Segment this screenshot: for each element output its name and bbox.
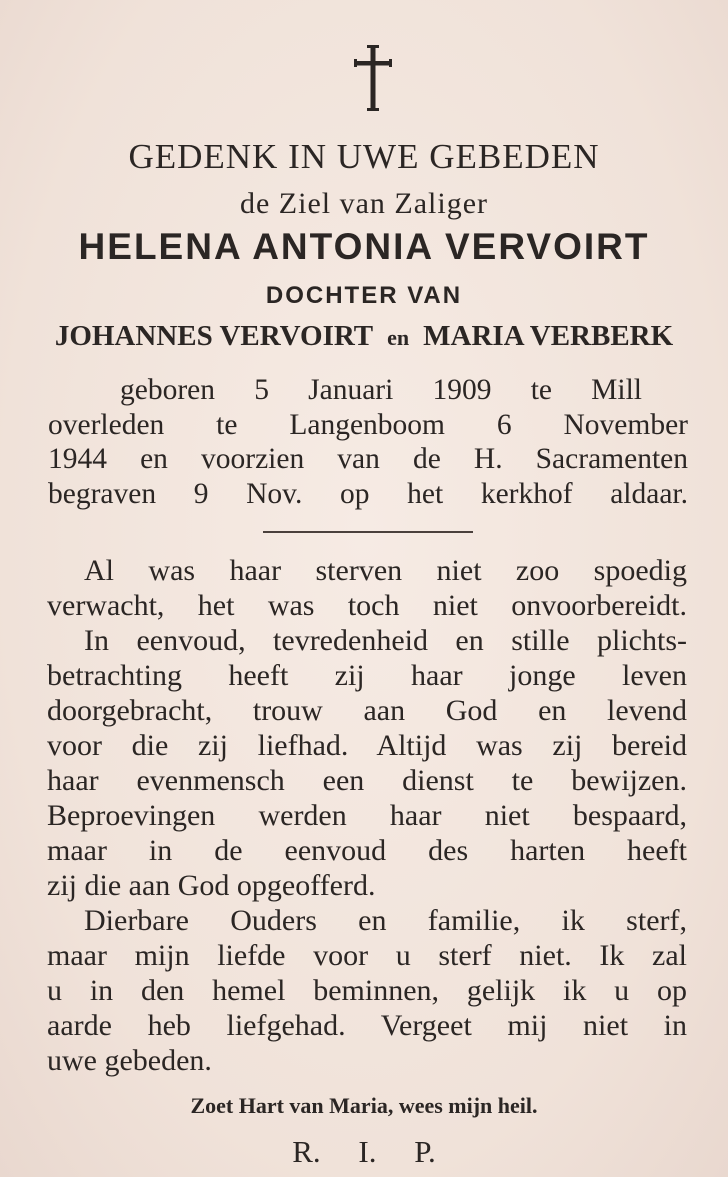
divider-line [263,531,473,533]
cross-icon [352,44,394,114]
text-line: doorgebracht, trouw aan God en levend [47,694,687,727]
relation-label: DOCHTER VAN [265,282,463,309]
dates-line: 1944 en voorzien van de H. Sacramenten [48,443,688,475]
text-line: voor die zij liefhad. Altijd was zij bereid [47,729,687,762]
text-line: haar evenmensch een dienst te bewijzen. [47,764,687,797]
mother-name: MARIA VERBERK [423,320,674,352]
text-line: maar mijn liefde voor u sterf niet. Ik zal [47,939,687,972]
text-line: zij die aan God opgeofferd. [47,869,376,902]
card-heading: GEDENK IN UWE GEBEDEN [128,137,600,176]
text-line: Beproevingen werden haar niet bespaard, [47,799,687,832]
dates-line: overleden te Langenboom 6 November [48,408,688,441]
text-line: Al was haar sterven niet zoo spoedig [84,554,687,587]
text-line: uwe gebeden. [47,1044,212,1077]
dates-line: geboren 5 Januari 1909 te Mill [120,374,642,406]
rip-text: R. I. P. [292,1134,436,1169]
conjunction: en [387,325,410,350]
deceased-name: HELENA ANTONIA VERVOIRT [78,226,650,267]
text-line: maar in de eenvoud des harten heeft [47,834,687,867]
father-name: JOHANNES VERVOIRT [54,320,374,352]
text-line: In eenvoud, tevredenheid en stille plichts- [84,624,687,657]
text-line: verwacht, het was toch niet onvoorbereidt. [47,589,687,622]
motto: Zoet Hart van Maria, wees mijn heil. [190,1093,538,1118]
card-subheading: de Ziel van Zaliger [239,187,489,220]
parents-line [0,320,728,353]
text-line: Dierbare Ouders en familie, ik sterf, [84,904,687,937]
text-line: aarde heb liefgehad. Vergeet mij niet in [47,1009,687,1042]
life-dates [48,373,688,511]
dates-line: begraven 9 Nov. op het kerkhof aldaar. [48,477,688,510]
text-line: u in den hemel beminnen, gelijk ik u op [47,974,687,1007]
memorial-text [47,553,687,1078]
text-line: betrachting heeft zij haar jonge leven [47,659,687,692]
